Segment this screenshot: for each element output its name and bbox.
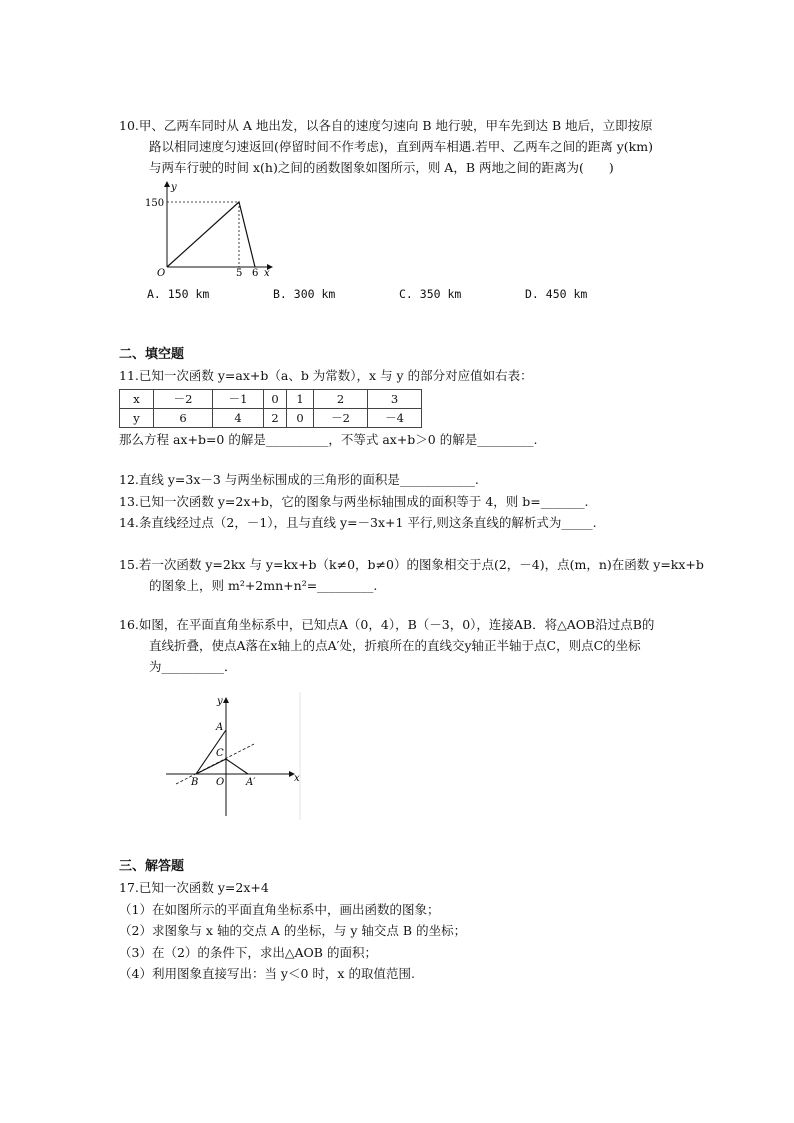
q16-line-2: 直线折叠，使点A落在x轴上的点A′处，折痕所在的直线交y轴正半轴于点C，则点C的坐标 <box>149 638 641 653</box>
table-x-cell: 1 <box>287 390 314 409</box>
table-y-cell: 6 <box>154 409 213 428</box>
table-y-cell: 0 <box>287 409 314 428</box>
q16-line-3: 为__________． <box>149 659 237 674</box>
q14-text: 14.条直线经过点（2，－1），且与直线 y=－3x+1 平行,则这条直线的解析式为_____. <box>119 515 597 530</box>
point-c-label: C <box>216 748 224 759</box>
section-2-title: 二、填空题 <box>119 347 185 362</box>
q16-figure <box>160 692 305 820</box>
table-x-cell: 3 <box>368 390 422 409</box>
x-tick-6: 6 <box>252 268 259 278</box>
q10-option-d: D. 450 km <box>525 287 588 301</box>
q10-line-2: 路以相同速度匀速返回(停留时间不作考虑)，直到两车相遇.若甲、乙两车之间的距离 y(km) <box>149 139 653 154</box>
origin-label: O <box>216 777 225 788</box>
table-x-cell: －2 <box>154 390 213 409</box>
q15-line-2: 的图象上，则 m²+2mn+n²=_________. <box>149 578 378 593</box>
table-x-cell: －1 <box>213 390 264 409</box>
y-tick-150: 150 <box>145 198 165 209</box>
table-x-cell: 0 <box>264 390 287 409</box>
distance-graph-line <box>167 202 255 267</box>
q15-line-1: 15.若一次函数 y=2kx 与 y=kx+b（k≠0，b≠0）的图象相交于点(2，－4)，点(m，n)在函数 y=kx+b <box>119 557 704 572</box>
y-axis-label: y <box>171 182 177 193</box>
q10-option-c: C. 350 km <box>399 287 462 301</box>
segment-ca-prime <box>226 759 248 774</box>
q10-line-3: 与两车行驶的时间 x(h)之间的函数图象如图所示，则 A，B 两地之间的距离为( ) <box>149 160 614 175</box>
q16-line-1: 16.如图，在平面直角坐标系中，已知点A（0，4），B（－3，0），连接AB．将△AOB沿过点B的 <box>119 617 655 632</box>
q11-question: 那么方程 ax+b=0 的解是__________，不等式 ax+b＞0 的解是_________. <box>119 432 538 447</box>
point-a-prime-label: A′ <box>246 777 256 788</box>
table-y-cell: －4 <box>368 409 422 428</box>
table-x-cell: 2 <box>314 390 368 409</box>
table-y-header: y <box>120 409 154 428</box>
q17-intro: 17.已知一次函数 y=2x+4 <box>119 880 269 895</box>
q17-part-3: （3）在（2）的条件下，求出△AOB 的面积； <box>119 945 377 960</box>
q11-value-table <box>119 389 422 428</box>
q10-graph <box>140 178 280 278</box>
q17-part-1: （1）在如图所示的平面直角坐标系中，画出函数的图象； <box>119 902 440 917</box>
x-tick-5: 5 <box>236 268 243 278</box>
table-y-cell: 2 <box>264 409 287 428</box>
q13-text: 13.已知一次函数 y=2x+b，它的图象与两坐标轴围成的面积等于 4，则 b=_______. <box>119 494 589 509</box>
q10-option-a: A. 150 km <box>147 287 210 301</box>
section-3-title: 三、解答题 <box>119 859 185 874</box>
y-axis-label: y <box>217 696 223 707</box>
q10-line-1: 10.甲、乙两车同时从 A 地出发，以各自的速度匀速向 B 地行驶，甲车先到达 B 地后，立即按原 <box>119 118 653 133</box>
table-y-cell: 4 <box>213 409 264 428</box>
table-x-header: x <box>120 390 154 409</box>
origin-label: O <box>157 268 166 278</box>
q10-option-b: B. 300 km <box>273 287 336 301</box>
x-axis-label: x <box>264 268 270 278</box>
q17-part-4: （4）利用图象直接写出：当 y＜0 时，x 的取值范围. <box>119 966 415 981</box>
x-axis-label: x <box>294 773 300 784</box>
point-a-label: A <box>216 722 224 733</box>
point-b-label: B <box>191 777 199 788</box>
q12-text: 12.直线 y=3x－3 与两坐标围成的三角形的面积是____________. <box>119 472 479 487</box>
table-y-cell: －2 <box>314 409 368 428</box>
q11-intro: 11.已知一次函数 y=ax+b（a、b 为常数），x 与 y 的部分对应值如右表： <box>119 368 533 383</box>
q17-part-2: （2）求图象与 x 轴的交点 A 的坐标，与 y 轴交点 B 的坐标； <box>119 923 467 938</box>
